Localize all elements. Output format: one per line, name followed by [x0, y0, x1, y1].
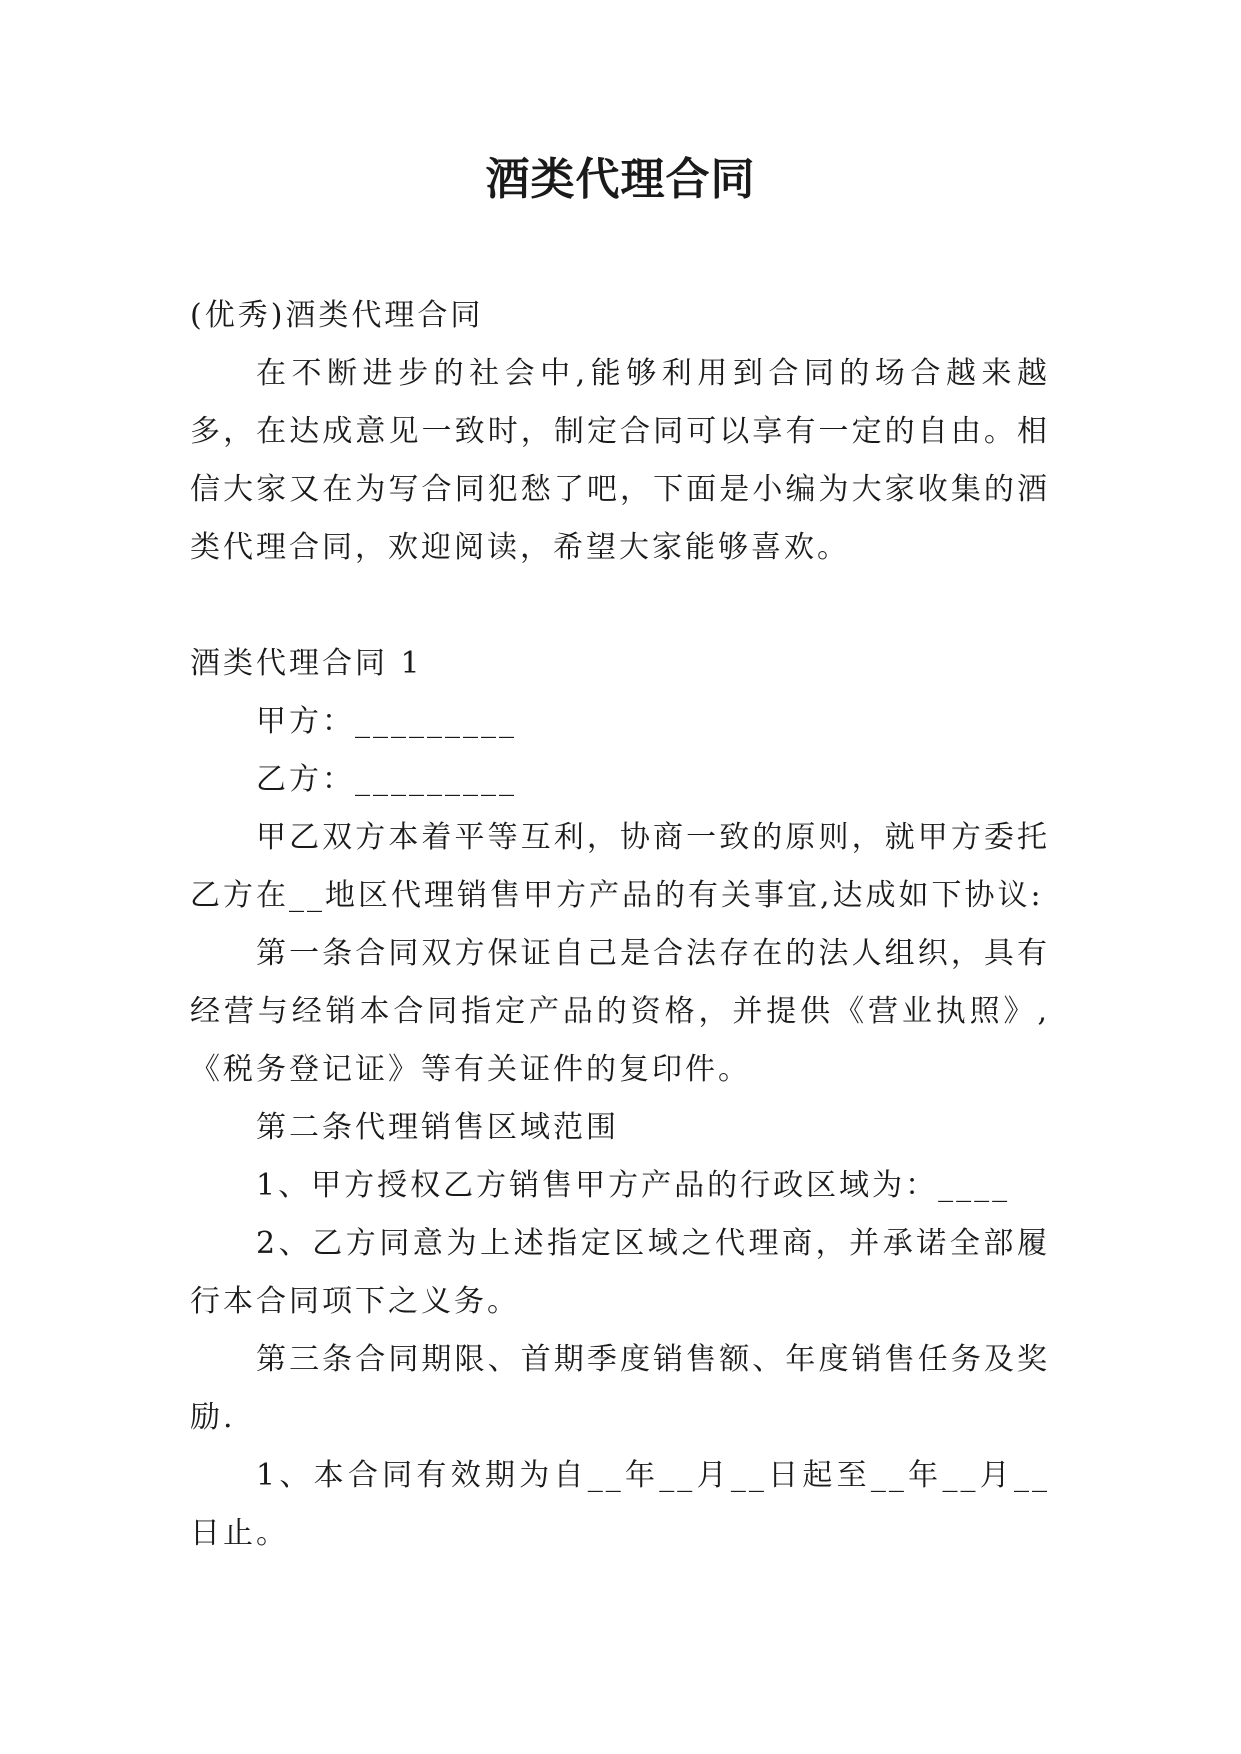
contract-heading: 酒类代理合同 1: [190, 646, 423, 681]
intro-paragraph: 在不断进步的社会中,能够利用到合同的场合越来越多，在达成意见一致时，制定合同可以享有一定的自由。相信大家又在为写合同犯愁了吧，下面是小编为大家收集的酒类代理合同，欢迎阅读，希望大家能够喜欢。: [190, 356, 1050, 565]
article-2-heading: 第二条代理销售区域范围: [256, 1110, 619, 1145]
document-body: [190, 287, 1050, 1563]
article-3-heading: 第三条合同期限、首期季度销售额、年度销售任务及奖励.: [190, 1342, 1050, 1435]
document-title: 酒类代理合同: [485, 154, 756, 205]
party-a-line: 甲方：_________: [256, 704, 517, 739]
subtitle-line: (优秀)酒类代理合同: [190, 298, 484, 333]
article-3-item-1: 1、本合同有效期为自__年__月__日起至__年__月__日止。: [190, 1458, 1050, 1551]
article-2-item-2: 2、乙方同意为上述指定区域之代理商，并承诺全部履行本合同项下之义务。: [190, 1226, 1050, 1319]
article-1-paragraph: 第一条合同双方保证自己是合法存在的法人组织，具有经营与经销本合同指定产品的资格，并提供《营业执照》,《税务登记证》等有关证件的复印件。: [190, 936, 1050, 1087]
party-b-line: 乙方：_________: [256, 762, 517, 797]
article-2-item-1: 1、甲方授权乙方销售甲方产品的行政区域为：____: [256, 1168, 1011, 1203]
preamble-paragraph: 甲乙双方本着平等互利，协商一致的原则，就甲方委托乙方在__地区代理销售甲方产品的有关事宜,达成如下协议:: [190, 820, 1050, 913]
